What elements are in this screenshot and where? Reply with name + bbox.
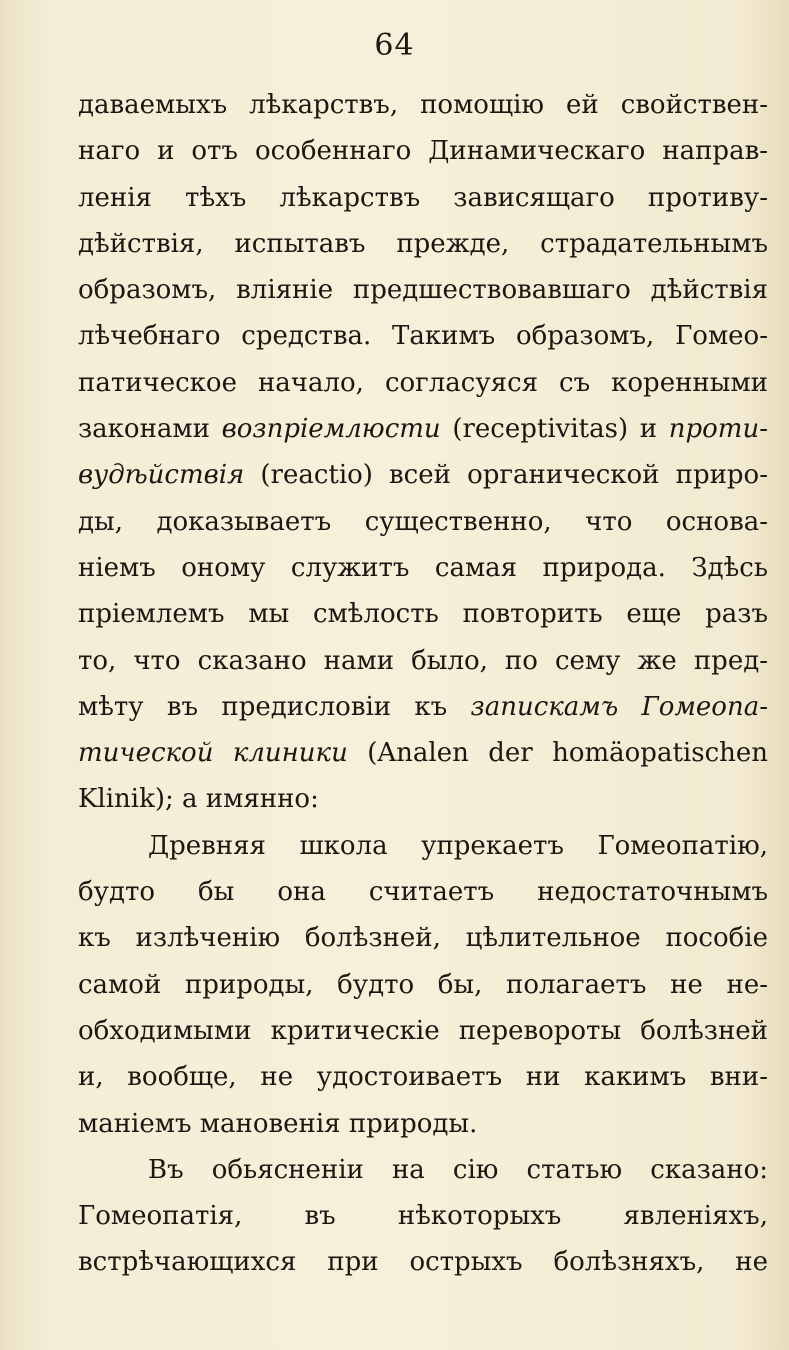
text-segment: даваемыхъ лѣкарствъ, помощію ей свойствен- xyxy=(78,90,768,120)
text-segment: Гомеопатія, въ нѣкоторыхъ явленіяхъ, xyxy=(78,1201,768,1232)
text-segment: Въ обьясненіи на сію статью сказано: xyxy=(148,1154,768,1185)
text-line xyxy=(78,776,768,822)
text-line xyxy=(78,1193,768,1239)
italic-text: вудѣйствія xyxy=(78,460,245,491)
text-line xyxy=(78,962,768,1008)
text-line xyxy=(78,1008,768,1054)
text-line xyxy=(78,638,768,684)
text-segment: будто бы она считаетъ недостаточнымъ xyxy=(78,877,768,908)
text-segment: Древняя школа упрекаетъ Гомеопатію, xyxy=(148,830,768,861)
italic-text: возпріемлюсти xyxy=(221,414,441,445)
text-segment: (receptivitas) и xyxy=(440,414,669,445)
text-segment: патическое начало, согласуяся съ коренными xyxy=(78,367,768,398)
text-line xyxy=(78,915,768,961)
text-segment: образомъ, вліяніе предшествовавшаго дѣйствія xyxy=(78,275,768,306)
text-segment: встрѣчающихся при острыхъ болѣзняхъ, не xyxy=(78,1247,768,1278)
text-line xyxy=(78,360,768,406)
text-line xyxy=(78,1101,768,1147)
text-line xyxy=(78,1054,768,1100)
text-line xyxy=(78,128,768,174)
text-segment: обходимыми критическіе перевороты болѣзней xyxy=(78,1015,768,1046)
text-segment: дѣйствія, испытавъ прежде, страдательнымъ xyxy=(78,228,768,259)
text-segment: ленія тѣхъ лѣкарствъ зависящаго противу- xyxy=(78,182,768,213)
text-line xyxy=(78,730,768,776)
text-segment: къ излѣченію болѣзней, цѣлительное пособіе xyxy=(78,923,768,954)
text-line xyxy=(78,684,768,730)
italic-text: тической клиники xyxy=(78,738,348,769)
text-line xyxy=(78,869,768,915)
text-segment: (reactio) всей органической приро- xyxy=(244,460,768,491)
text-segment: самой природы, будто бы, полагаетъ не не- xyxy=(78,969,768,1000)
text-segment: ды, доказываетъ существенно, что основа- xyxy=(78,506,768,537)
text-line xyxy=(78,267,768,313)
text-segment: законами xyxy=(78,414,222,445)
text-segment: Klinik); а имянно: xyxy=(78,784,319,815)
text-line xyxy=(78,545,768,591)
italic-text: проти- xyxy=(668,414,768,445)
text-segment: пріемлемъ мы смѣлость повторить еще разъ xyxy=(78,599,768,630)
text-segment: (Analen der homäopatischen xyxy=(347,738,768,769)
text-segment: то, что сказано нами было, по сему же пред- xyxy=(78,645,768,676)
text-segment: ніемъ оному служитъ самая природа. Здѣсь xyxy=(78,552,768,583)
text-line xyxy=(78,1147,768,1193)
text-line xyxy=(78,406,768,452)
text-line xyxy=(78,221,768,267)
italic-text: запискамъ Гомеопа- xyxy=(470,691,768,722)
text-segment: наго и отъ особеннаго Динамическаго направ- xyxy=(78,136,768,167)
page-number: 64 xyxy=(374,28,415,63)
text-segment: лѣчебнаго средства. Такимъ образомъ, Гомео- xyxy=(78,321,768,352)
text-line xyxy=(78,591,768,637)
text-segment: мѣту въ предисловіи къ xyxy=(78,691,471,722)
text-line xyxy=(78,82,768,128)
text-line xyxy=(78,499,768,545)
text-segment: и, вообще, не удостоиваетъ ни какимъ вни- xyxy=(78,1062,768,1093)
text-line xyxy=(78,1239,768,1285)
text-line xyxy=(78,823,768,869)
text-line xyxy=(78,175,768,221)
page-text xyxy=(78,82,768,1286)
text-line xyxy=(78,452,768,498)
text-segment: маніемъ мановенія природы. xyxy=(78,1108,478,1139)
text-line xyxy=(78,313,768,359)
